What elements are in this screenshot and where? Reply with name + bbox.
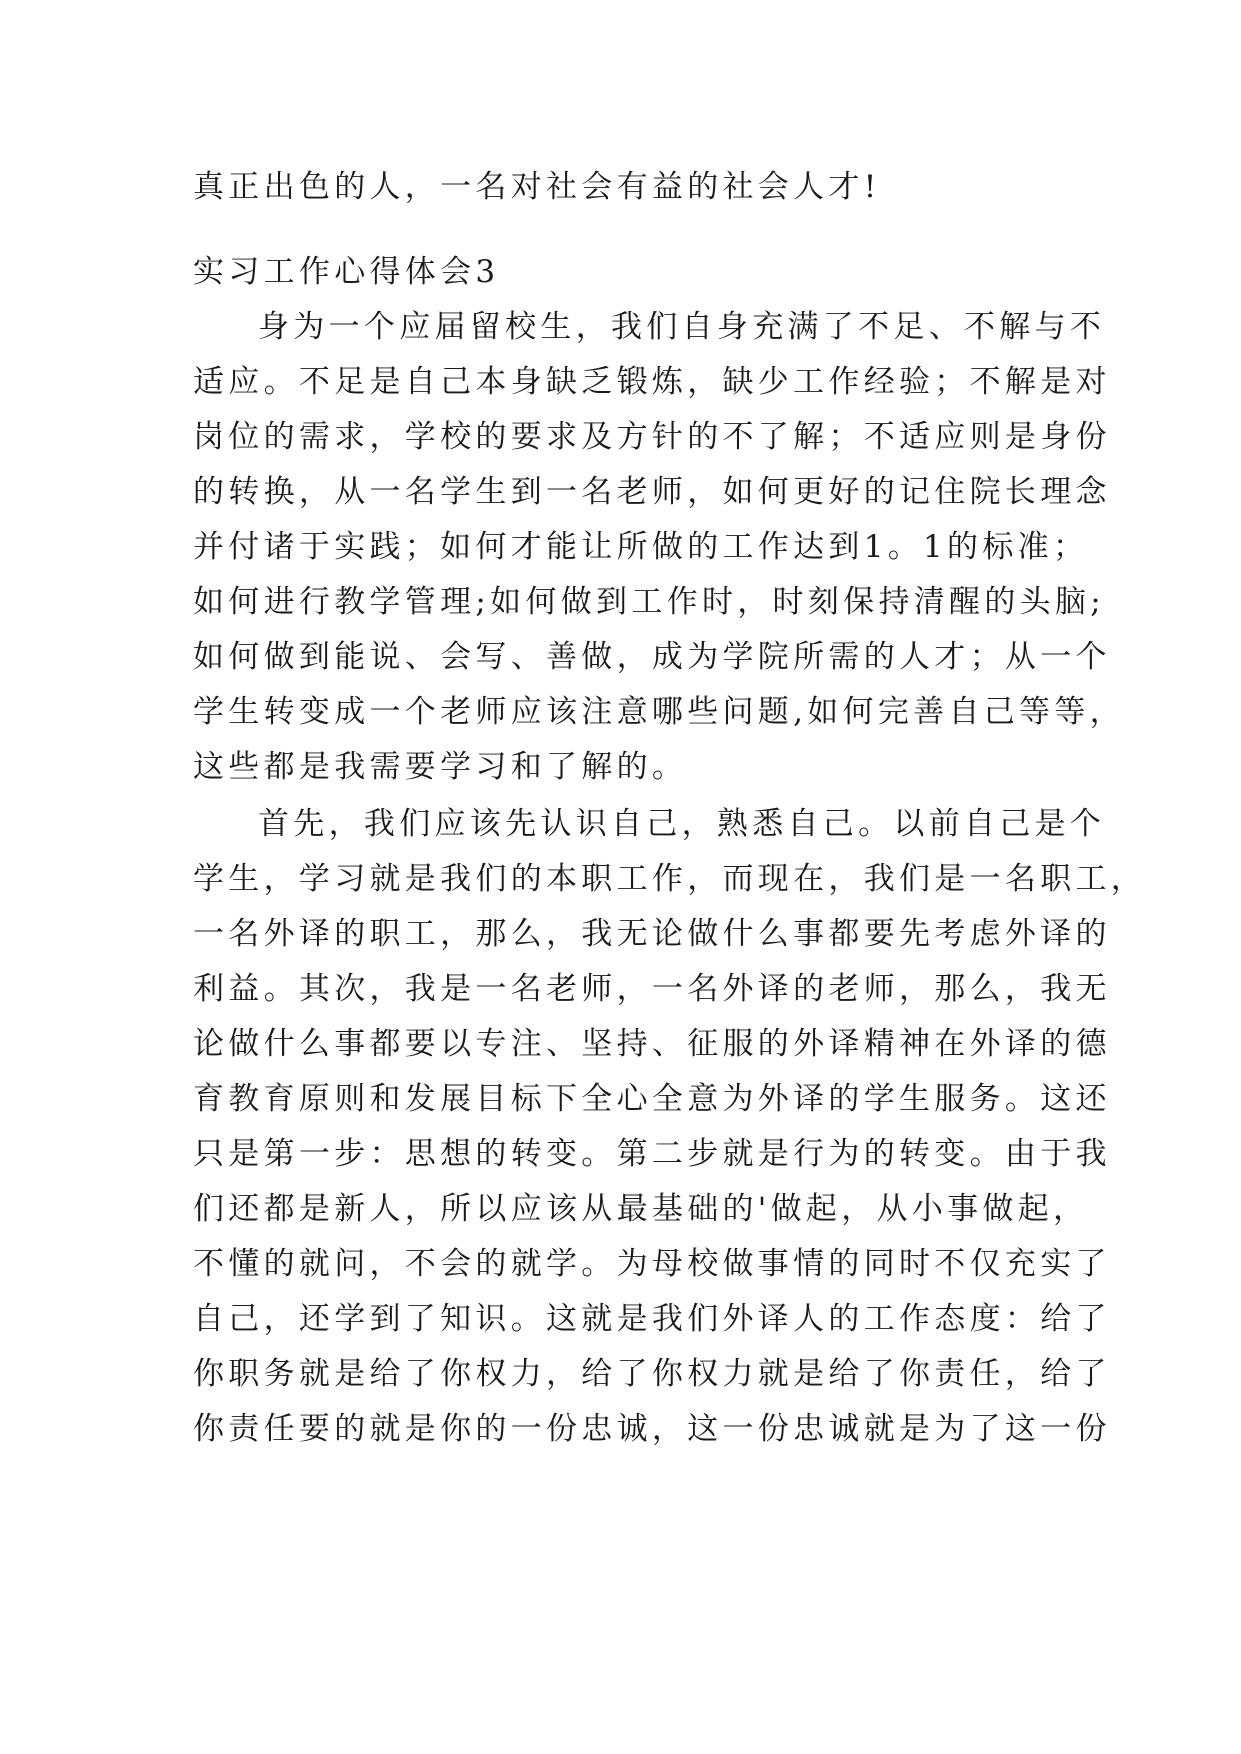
paragraph-line: 适应。不足是自己本身缺乏锻炼，缺少工作经验；不解是对 xyxy=(193,364,1111,400)
paragraph-line: 学生，学习就是我们的本职工作，而现在，我们是一名职工， xyxy=(193,861,1147,897)
paragraph-line: 自己，还学到了知识。这就是我们外译人的工作态度：给了 xyxy=(193,1301,1111,1337)
paragraph-line: 只是第一步：思想的转变。第二步就是行为的转变。由于我 xyxy=(193,1136,1111,1172)
paragraph-line: 不懂的就问，不会的就学。为母校做事情的同时不仅充实了 xyxy=(193,1246,1111,1282)
paragraph-line: 学生转变成一个老师应该注意哪些问题,如何完善自己等等， xyxy=(193,694,1125,730)
closing-line: 真正出色的人，一名对社会有益的社会人才! xyxy=(193,169,881,205)
paragraph-line: 首先，我们应该先认识自己，熟悉自己。以前自己是个 xyxy=(258,806,1106,842)
paragraph-line: 们还都是新人，所以应该从最基础的'做起，从小事做起， xyxy=(193,1191,1089,1227)
paragraph-line: 岗位的需求，学校的要求及方针的不了解；不适应则是身份 xyxy=(193,419,1111,455)
paragraph-line: 利益。其次，我是一名老师，一名外译的老师，那么，我无 xyxy=(193,971,1111,1007)
paragraph-line: 的转换，从一名学生到一名老师，如何更好的记住院长理念 xyxy=(193,474,1111,510)
paragraph-line: 你职务就是给了你权力，给了你权力就是给了你责任，给了 xyxy=(193,1356,1111,1392)
paragraph-line: 你责任要的就是你的一份忠诚，这一份忠诚就是为了这一份 xyxy=(193,1411,1111,1447)
paragraph-line: 这些都是我需要学习和了解的。 xyxy=(193,749,688,785)
paragraph-line: 论做什么事都要以专注、坚持、征服的外译精神在外译的德 xyxy=(193,1026,1111,1062)
paragraph-line: 身为一个应届留校生，我们自身充满了不足、不解与不 xyxy=(258,309,1106,345)
section-title: 实习工作心得体会3 xyxy=(193,254,500,290)
paragraph-line: 如何做到能说、会写、善做，成为学院所需的人才；从一个 xyxy=(193,639,1111,675)
paragraph-line: 育教育原则和发展目标下全心全意为外译的学生服务。这还 xyxy=(193,1081,1111,1117)
paragraph-line: 并付诸于实践；如何才能让所做的工作达到1。1的标准； xyxy=(193,529,1089,565)
paragraph-line: 如何进行教学管理;如何做到工作时，时刻保持清醒的头脑; xyxy=(193,584,1105,620)
paragraph-line: 一名外译的职工，那么，我无论做什么事都要先考虑外译的 xyxy=(193,916,1111,952)
